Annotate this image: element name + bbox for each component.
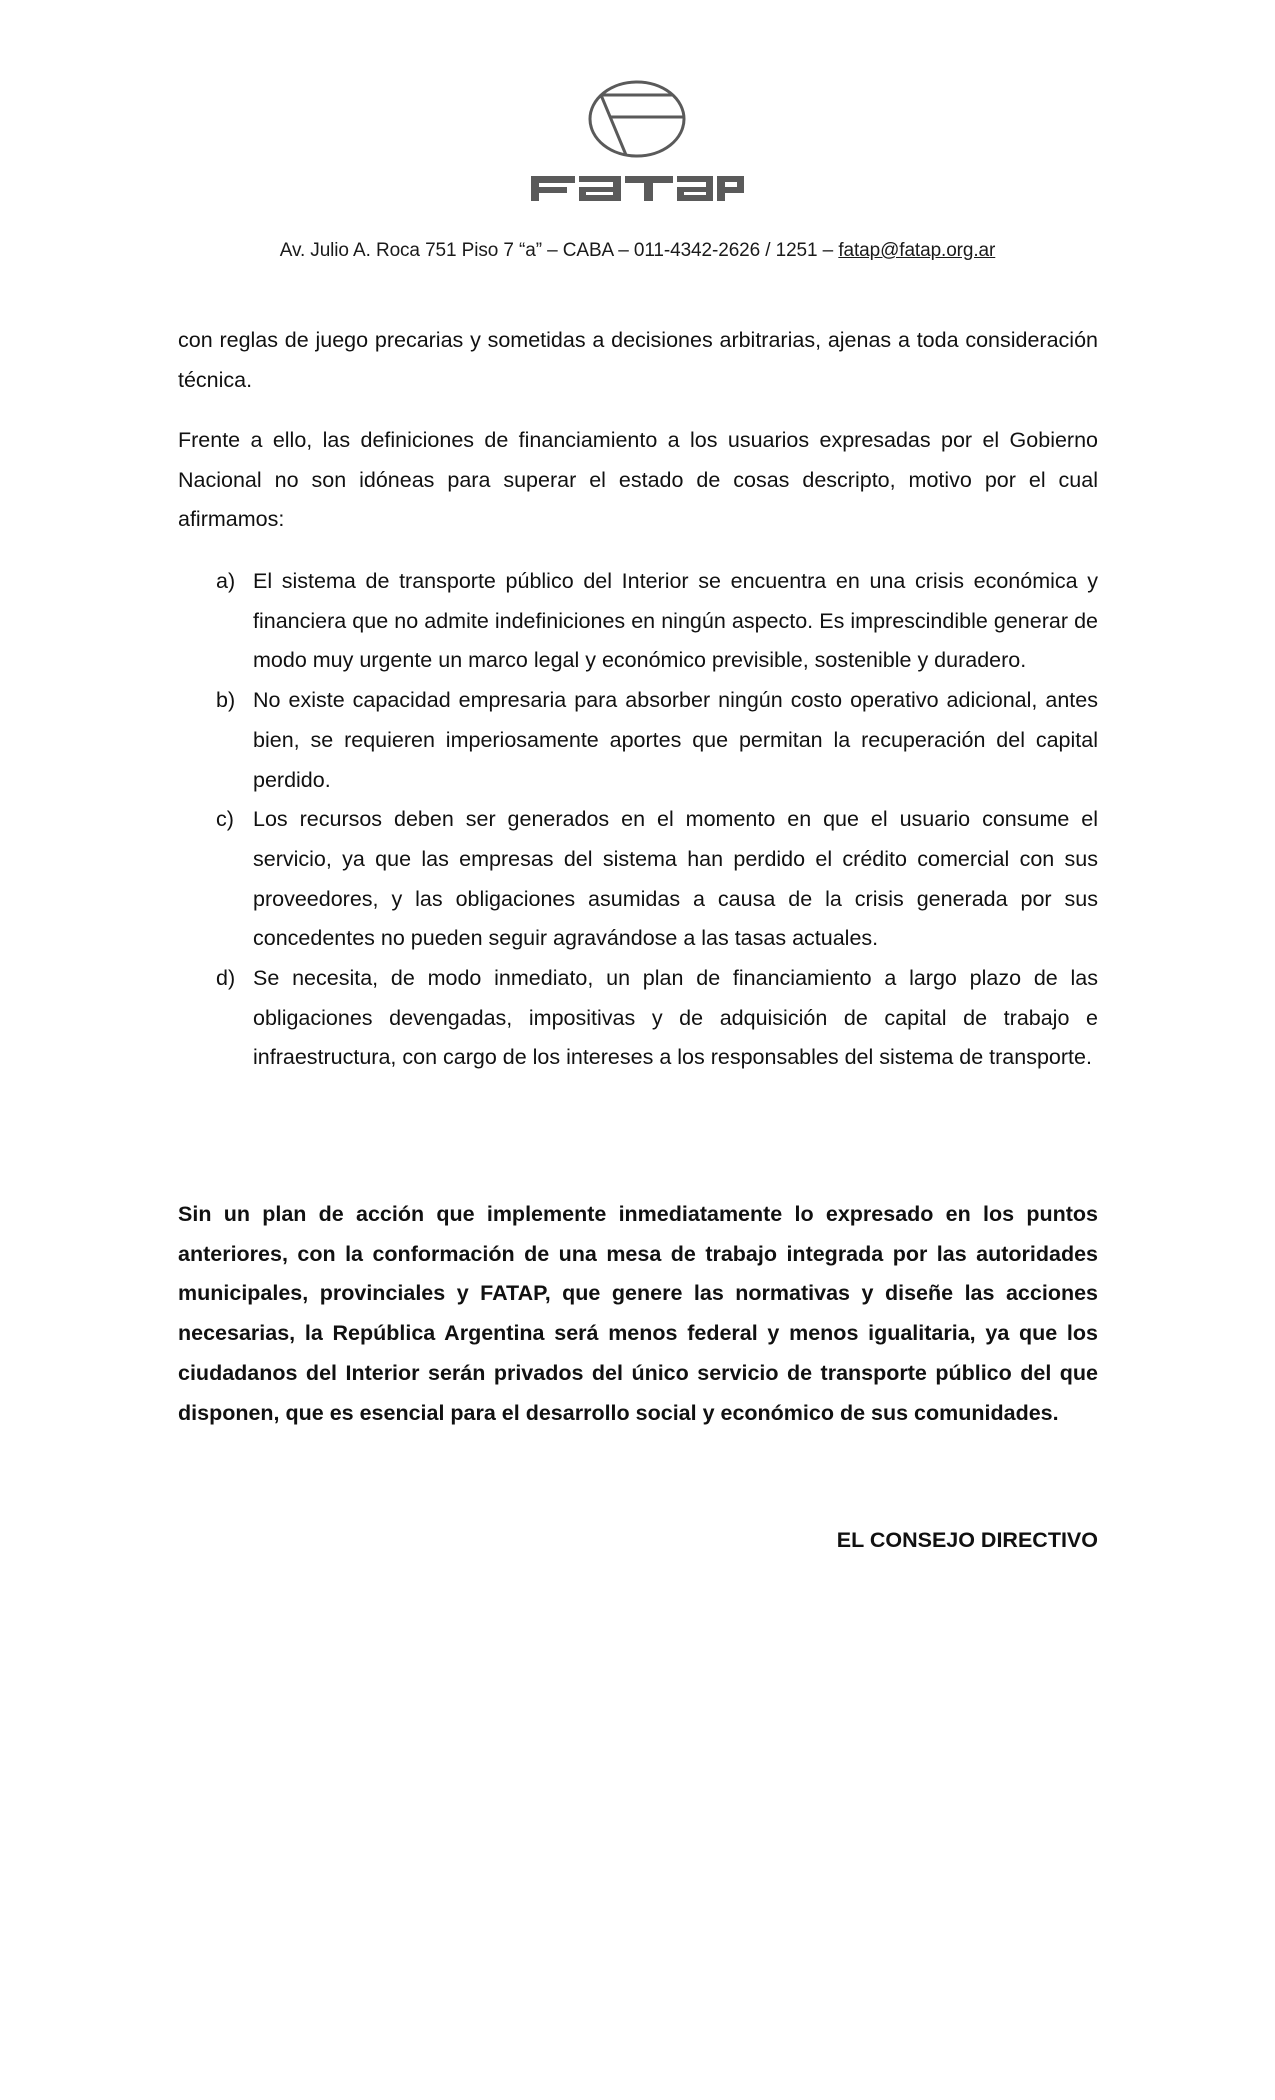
conclusion-paragraph: Sin un plan de acción que implemente inmediatamente lo expresado en los puntos anteriores, con la conformación de una mesa de trabajo integrada por las autoridades municipales, provinciales y FATAP, que genere las normativas y diseñe las acciones necesarias, la República Argentina será menos federal y menos igualitaria, ya que los ciudadanos del Interior serán privados del único servicio de transporte público del que disponen, que es esencial para el desarrollo social y económico de sus comunidades. [178,1202,1098,1425]
list-item-text: El sistema de transporte público del Interior se encuentra en una crisis económica y financiera que no admite indefiniciones en ningún aspecto. Es imprescindible generar de modo muy urgente un marco legal y económico previsible, sostenible y duradero. [253,569,1098,673]
list-item [178,959,1098,1078]
address-text: Av. Julio A. Roca 751 Piso 7 “a” – CABA – 011-4342-2626 / 1251 – [279,240,839,261]
list-marker: d) [216,966,236,991]
paragraph-2: Frente a ello, las definiciones de financiamiento a los usuarios expresadas por el Gobierno Nacional no son idóneas para superar el estado de cosas descripto, motivo por el cual afirmamos: [178,428,1098,532]
signature: EL CONSEJO DIRECTIVO [836,1528,1098,1552]
list-item [178,681,1098,800]
letterhead-address [0,240,1275,262]
list-item [178,562,1098,681]
list-item [178,800,1098,959]
claims-list [178,562,1098,1078]
paragraph-1: con reglas de juego precarias y sometidas a decisiones arbitrarias, ajenas a toda consideración técnica. [178,328,1098,392]
list-item-text: No existe capacidad empresaria para absorber ningún costo operativo adicional, antes bien, se requieren imperiosamente aportes que permitan la recuperación del capital perdido. [253,688,1098,792]
list-marker: c) [216,807,234,832]
fatap-logo [525,76,750,206]
email-link[interactable]: fatap@fatap.org.ar [838,240,996,261]
list-marker: a) [216,569,236,593]
logo-wordmark [531,176,744,201]
list-item-text: Los recursos deben ser generados en el momento en que el usuario consume el servicio, ya que las empresas del sistema han perdido el crédito comercial con sus proveedores, y las obligaciones asumidas a causa de la crisis generada por sus concedentes no pueden seguir agravándose a las tasas actuales. [253,807,1098,951]
list-marker: b) [216,688,236,713]
list-item-text: Se necesita, de modo inmediato, un plan de financiamiento a largo plazo de las obligaciones devengadas, impositivas y de adquisición de capital de trabajo e infraestructura, con cargo de los intereses a los responsables del sistema de transporte. [253,966,1098,1070]
fatap-logo-icon [525,76,750,206]
